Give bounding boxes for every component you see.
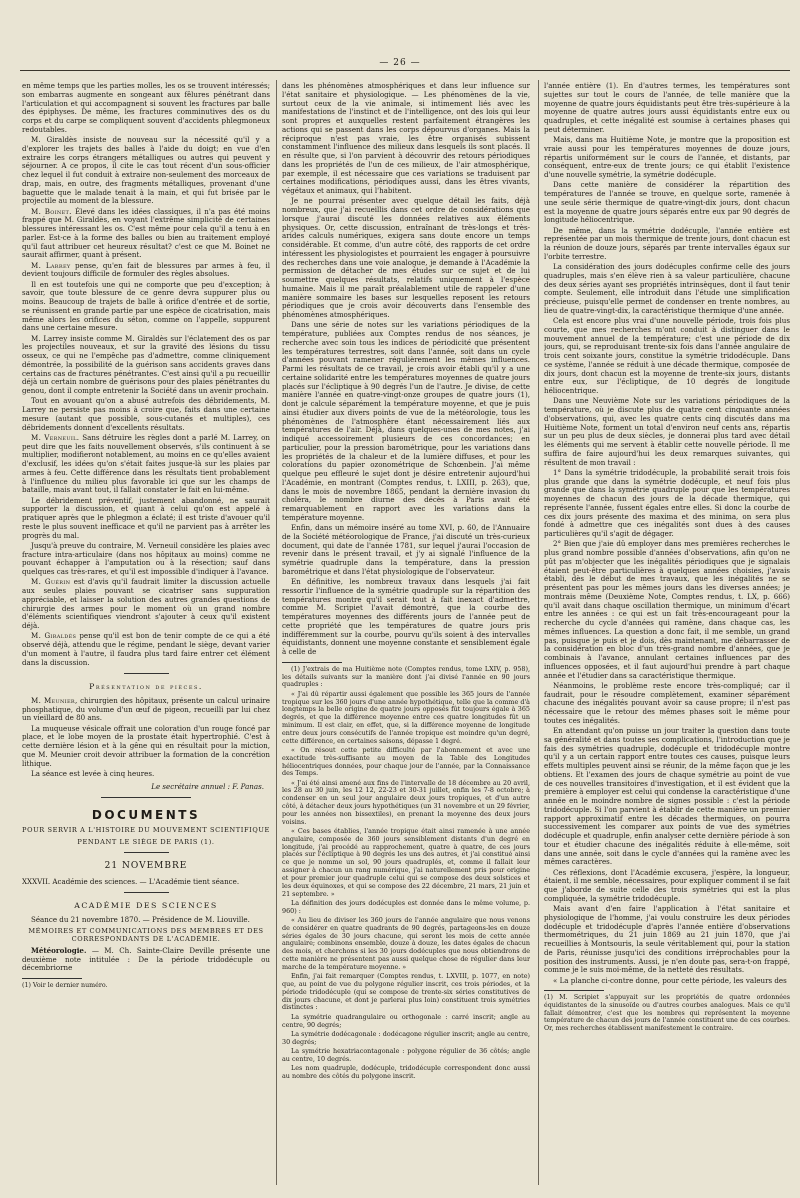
- paragraph-text: Sans détruire les règles dont a parlé M. Larrey, on peut dire que les faits nouvellement observés, s'ils continuent à se multiplier, modifieront notablement, au moins en ce qu'elles avaient d'exclusif, les idées qu'on s'était faites jusque-là sur les plaies par armes à feu. Cette différence dans les résultats tient probablement à l'influence du milieu plus favorable ici que sur les champs de bataille, mais avant tout, il fallait constater le fait en lui-même.: [22, 432, 270, 495]
- paragraph: M. Giraldès insiste de nouveau sur la nécessité qu'il y a d'explorer les trajets des balles à l'aide du doigt; en vue d'en extraire les corps étrangers métalliques ou autres qui peuvent y séjourner. A ce propos, il cite le cas tout récent d'un sous-officier chez lequel il fut conduit à extraire non-seulement des morceaux de drap, mais, en outre, des fragments métalliques, provenant d'une baguette que le malade tenait à la main, et qui fut brisée par le projectile au moment de la blessure.: [22, 135, 270, 206]
- paragraph: XXXVII. Académie des sciences. — L'Académie tient séance.: [22, 876, 240, 886]
- section-subheading: MÉMOIRES ET COMMUNICATIONS DES MEMBRES ET DES CORRESPONDANTS DE L'ACADÉMIE.: [28, 926, 264, 943]
- separator: [124, 892, 169, 893]
- paragraph: Dans cette manière de considérer la répartition des températures de l'année se trouve, en quelque sorte, ramenée à une seule série thermique de quatre-vingt-dix jours, dont chacun est la moyenne de quatre jours séparés entre eux par 90 degrés de longitude héliocentrique.: [544, 180, 790, 225]
- footnote: (1) M. Scripiet s'appuyait sur les propriétés de quatre ordonnées équidistantes de la sinusoïde ou d'autres courbes analogues. Mais ce qu'il fallait démontrer, c'est que les nombres qui représentent la moyenne température de chacun des jours de l'année constituent une de ces courbes. Or, mes recherches établissent manifestement le contraire.: [544, 994, 790, 1032]
- paragraph: Dans une série de notes sur les variations périodiques de la température, publiées aux Comptes rendus de nos séances, je recherche avec soin tous les indices de périodicité que présentent les températures terrestres, soit dans l'année, soit dans un cycle d'années pouvant ramener régulièrement les mêmes influences. Parmi les résultats de ce travail, je crois avoir établi qu'il y a une certaine solidarité entre les températures moyennes de quatre jours placés sur l'écliptique à 90 degrés l'un de l'autre. Je divise, de cette manière l'année en quatre-vingt-onze groupes de quatre jours (1), dont je calcule séparément la température moyenne, et que je puis ainsi étudier aux divers points de vue de la météorologie, tous les phénomènes de l'atmosphère étant nécessairement liés aux températures de l'air. Déjà, dans quelques-unes de mes notes, j'ai indiqué accessoirement plusieurs de ces concordances; en particulier, pour la pression barométrique, pour les variations dans les propriétés de la chaleur et de la lumière diffuses, et pour les colorations du papier ozonométrique de Schœnbein. J'ai même quelque peu effleuré le sujet dont je désire entretenir aujourd'hui l'Académie, en montrant (Comptes rendus, t. LXIII, p. 263), que, dans le mois de novembre 1865, pendant la dernière invasion du choléra, le nombre diurne des décès à Paris avait été remarquablement en rapport avec les variations dans la température moyenne.: [282, 320, 530, 522]
- footnote: « Au lieu de diviser les 360 jours de l'année angulaire que nous venons de considérer en quatre quadrants de 90 degrés, partageons-les en douze séries égales de 30 jours chacune, qui seront les mois de cette année angulaire; combinons ensemble, douze à douze, les dates égales de chacun des mois, et cherchons si les 30 jours dodécuples que nous obtiendrons de cette manière ne présentent pas aussi quelque chose de régulier dans leur marche de la température moyenne. »: [282, 915, 530, 971]
- footnote: Enfin, j'ai fait remarquer (Comptes rendus, t. LXVIII, p. 1077, en note) que, au point de vue du polygone régulier inscrit, ces trois périodes, et la période tridodécuple (qui se compose de trente-six séries constitutives de dix jours chacune, et dont je parlerai plus loin) constituent trois symétries distinctes :: [282, 972, 530, 1012]
- speaker-name: M. Giraldès: [31, 631, 77, 641]
- footnote-rule: [282, 662, 342, 663]
- speaker-name: M. Guérin: [31, 577, 71, 587]
- footnote: La symétrie hexatriacontagonale : polygone régulier de 36 côtés; angle au centre, 10 degrés.: [282, 1046, 530, 1063]
- paragraph: Jusqu'à preuve du contraire, M. Verneuil considère les plaies avec fracture intra-articulaire (dans nos hôpitaux au moins) comme ne pouvant échapper à l'amputation ou à la résection; sauf dans quelques cas très-rares, et qu'il est impossible d'indiquer à l'avance.: [22, 540, 270, 576]
- column-rule-right: [538, 80, 539, 1185]
- column-3: [544, 82, 790, 1182]
- paragraph: Je ne pourrai présenter avec quelque détail les faits, déjà nombreux, que j'ai recueillis dans cet ordre de considérations que lorsque j'aurai discuté les données relatives aux éléments physiques. Or, cette discussion, entraînant de très-longs et très-arides calculs numériques, exigera sans doute encore un temps considérable. Et comme, d'un autre côté, des rapports de cet ordre intéressent les physiologistes et pourraient les engager à poursuivre des recherches dans une voie analogue, je demande à l'Académie la permission de détacher de mes études sur ce sujet et de lui soumettre quelques résultats, relatifs uniquement à l'espèce humaine. Mais il me paraît préalablement utile de rappeler d'une manière sommaire les bases sur lesquelles reposent les retours périodiques que je crois avoir découverts dans l'ensemble des phénomènes atmosphériques.: [282, 196, 530, 319]
- paragraph: [22, 262, 270, 280]
- paragraph-text: est d'avis qu'il faudrait limiter la discussion actuelle aux seules plaies pouvant se cicatriser sans suppuration appréciable, et laisser la solution des autres grandes questions de chirurgie des armes pour le moment où un grand nombre d'éléments scientifiques viendront s'ajouter à ceux qu'il existent déjà.: [22, 577, 270, 630]
- paragraph: [22, 947, 270, 973]
- speaker-name: M. Boinet.: [31, 206, 72, 216]
- paragraph: [22, 632, 270, 667]
- paragraph-text: pense qu'il est bon de tenir compte de ce qui a été observé déjà, attendu que le régime, pendant le siège, devant varier d'un moment à l'autre, il faudra plus tard faire entrer cet élément dans la discussion.: [22, 631, 270, 667]
- paragraph: Il en est toutefois une qui ne comporte que peu d'exception; à savoir, que toute blessure de ce genre devra suppurer plus ou moins. Beaucoup de trajets de balle à orifice d'entrée et de sortie, se réunissent en grande partie par une espèce de cicatrisation, mais même alors les orifices du séton, comme on l'appelle, suppurent dans une certaine mesure.: [22, 279, 270, 333]
- paragraph: Mais avant d'en faire l'application à l'état sanitaire et physiologique de l'homme, j'ai voulu construire les deux périodes dodécuple et tridodécuple d'après l'année entière d'observations thermométriques, du 21 juin 1869 au 21 juin 1870, que j'ai recueillies à Montsouris, la seule véritablement qui, pour la station de Paris, réunisse jusqu'ici des conditions irréprochables pour la position des instruments. Aussi, je n'en doute pas, sera-t-on frappé, comme je le suis moi-même, de la netteté des résultats.: [544, 904, 790, 975]
- date-heading: 21 NOVEMBRE: [104, 861, 188, 872]
- footnote: (1) J'extrais de ma Huitième note (Comptes rendus, tome LXIV, p. 958), les détails suivants sur la manière dont j'ai divisé l'année en 90 jours quadruples :: [282, 664, 530, 689]
- paragraph-text: — M. Ch. Sainte-Claire Deville présente une deuxième note intitulée : De la période tridodécuple ou décembriorne: [22, 945, 270, 973]
- footnote: La symétrie dodécagonale : dodécagone régulier inscrit; angle au centre, 30 degrés;: [282, 1029, 530, 1046]
- footnote: (1) Voir le dernier numéro.: [22, 982, 108, 990]
- column-rule-left: [276, 80, 277, 1185]
- separator: [124, 673, 169, 674]
- paragraph-text: chirurgien des hôpitaux, présente un calcul urinaire phosphatique, du volume d'un œuf de pigeon, recueilli par lui chez un vieillard de 80 ans.: [22, 695, 270, 723]
- paragraph: Néanmoins, le problème reste encore très-compliqué; car il faudrait, pour le résoudre complètement, examiner séparément chacune des inégalités pouvant avoir sa cause propre; il n'est pas nécessaire que le retour des mêmes phases soit le même pour toutes ces inégalités.: [544, 680, 790, 725]
- paragraph: La muqueuse vésicale offrait une coloration d'un rouge foncé par place, et le lobe moyen de la prostate était hypertrophié. C'est à cette dernière lésion et à la gêne qui en résultait pour la miction, que M. Meunier croit devoir attribuer la formation de la concrétion lithique.: [22, 723, 270, 768]
- footnote-rule: [22, 978, 82, 979]
- paragraph: Ces réflexions, dont l'Académie excusera, j'espère, la longueur, étaient, il me semble, nécessaires, pour expliquer comment il se fait que j'aborde de suite celle des trois symétries qui est la plus compliquée, la symétrie tridodécuple.: [544, 867, 790, 903]
- paragraph: Dans une Neuvième Note sur les variations périodiques de la température, où je discute plus de quatre cent cinquante années d'observations, qui, avec les quatre cents cinq discutés dans ma Huitième Note, forment un total d'environ neuf cents ans, répartis sur un peu plus de deux siècles, je donnerai plus tard avec détail les éléments qui me servent à établir cette nouvelle période. Il me suffira de faire aujourd'hui les deux remarques suivantes, qui résultent de mon travail :: [544, 396, 790, 467]
- paragraph: en même temps que les parties molles, les os se trouvent intéressés; son embarras augmente en songeant aux fêlures pénétrant dans l'articulation et qui accompagnent si souvent les fractures par balle des épiphyses. De même, les fractures comminutives des os du corps et du carpe se compliquent souvent d'accidents phlegmoneux redoutables.: [22, 82, 270, 134]
- paragraph: Mais, dans ma Huitième Note, je montre que la proposition est vraie aussi pour les températures moyennes de douze jours, répartis uniformément sur le cours de l'année, et distants, par conséquent, entre-eux de trente jours; ce qui établit l'existence d'une nouvelle symétrie, la symétrie dodécuple.: [544, 135, 790, 179]
- footnote: « Ces bases établies, l'année tropique était ainsi ramenée à une année angulaire, composée de 360 jours sensiblement distants d'un degré en longitude, j'ai procédé au rapprochement, quatre à quatre, de ces jours placés sur l'écliptique à 90 degrés les uns des autres, et j'ai constitué ainsi ce que je nomme un sol, 90 jours quadruplés, et, comme il fallait leur assigner à chacun un rang numérique, j'ai naturellement pris pour origine et pour premier jour quadruple celui qui se compose des deux solstices et les deux équinoxes, et qui se compose des 22 décembre, 21 mars, 21 juin et 21 septembre. »: [282, 827, 530, 898]
- column-1: [22, 82, 270, 1182]
- section-heading: ACADÉMIE DES SCIENCES: [74, 901, 218, 911]
- paragraph: Cela est encore plus vrai d'une nouvelle période, trois fois plus courte, que mes recherches m'ont conduit à distinguer dans le mouvement annuel de la température; c'est une période de dix jours, qui, se reproduisant trente-six fois dans l'année angulaire de trois cent soixante jours, constitue la symétrie tridodécuple. Dans ce système, l'année se réduit à une décade thermique, composée de dix jours, dont chacun est la moyenne de trente-six jours, distants entre eux, sur l'écliptique, de 10 degrés de longitude héliocentrique.: [544, 316, 790, 395]
- paragraph: Séance du 21 novembre 1870. — Présidence de M. Liouville.: [31, 914, 250, 924]
- page-number: — 26 —: [379, 58, 421, 68]
- footnote: « On résout cette petite difficulté par l'abonnement et avec une exactitude très-suffisante au moyen de la Table des Longitudes héliocentriques données, pour chaque jour de l'année, par la Connaissance des Temps.: [282, 745, 530, 778]
- section-title: Météorologie.: [31, 945, 87, 955]
- documents-subheading: POUR SERVIR A L'HISTOIRE DU MOUVEMENT SCIENTIFIQUE: [22, 826, 270, 835]
- footnote: La définition des jours dodécuples est donnée dans le même volume, p. 960) :: [282, 898, 530, 915]
- documents-heading: DOCUMENTS: [91, 808, 201, 823]
- paragraph: [22, 697, 270, 723]
- speaker-name: M. Larrey: [31, 260, 71, 270]
- column-2: [282, 82, 530, 1182]
- paragraph: M. Larrey insiste comme M. Giraldès sur l'éclatement des os par les projectiles nouveaux, et sur la gravité des lésions du tissu osseux, ce qui ne l'empêche pas d'admettre, comme cliniquement démontrée, la possibilité de la guérison sans accidents graves dans certains cas de fractures pénétrantes. C'est ainsi qu'il a pu recueillir déjà un certain nombre de guérisons pour des plaies pénétrantes du genou, dont il compte entretenir la Société dans un avenir prochain.: [22, 333, 270, 395]
- paragraph: De même, dans la symétrie dodécuple, l'année entière est représentée par un mois thermique de trente jours, dont chacun est la réunion de douze jours, séparés par trente intervalles égaux sur l'orbite terrestre.: [544, 225, 790, 261]
- paragraph: [22, 578, 270, 631]
- footnote: « J'ai dû répartir aussi également que possible les 365 jours de l'année tropique sur les 360 jours d'une année hypothétique, telle que la comme d'à longtemps la belle origine de quatre jours opposés fût toujours égale à 365 degrés, et que la différence moyenne entre ces quatre longitudes fût un minimum. Il est clair, en effet, que, si la différence moyenne de longitude entre deux jours consécutifs de l'année tropique est moindre qu'un degré, cette différence, en certaines saisons, dépasse 1 degré.: [282, 689, 530, 745]
- paragraph: l'année entière (1). En d'autres termes, les températures sont sujettes sur tout le cours de l'année, de telle manière que la moyenne de quatre jours équidistants peut être très-supérieure à la moyenne de quatre autres jours aussi équidistants entre eux ou quadruples, et cette inégalité est soumise à certaines phases qui peut déterminer.: [544, 82, 790, 134]
- paragraph-text: Élevé dans les idées classiques, il n'a pas été moins frappé que M. Giraldès, en voyant l'extrême simplicité de certaines blessures intéressant les os. C'est même pour cela qu'il a tenu à en parler. Est-ce à la forme des balles ou bien au traitement employé qu'il faut attribuer cet heureux résultat? c'est ce que M. Boinet ne saurait affirmer, quant à présent.: [22, 206, 270, 260]
- speaker-name: M. Meunier,: [31, 695, 78, 705]
- footnote: « J'ai été ainsi amené aux fins de l'intervalle de 18 décembre au 20 avril, les 28 au 30 juin, les 12 12, 22-23 et 30-31 juillet, enfin les 7-8 octobre; à condenser en un seul jour angulaire deux jours tropiques, et d'un autre côté, à détacher deux jours hypothétiques (un 31 novembre et un 29 février, pour les années non bissextiles), en prenant la moyenne des deux jours voisins.: [282, 778, 530, 826]
- separator: [101, 797, 191, 798]
- footnote: La symétrie quadrangulaire ou orthogonale : carré inscrit; angle au centre, 90 degrés;: [282, 1012, 530, 1029]
- paragraph: La séance est levée à cinq heures.: [31, 768, 155, 778]
- header-rule: [20, 70, 790, 71]
- paragraph: Enfin, dans un mémoire inséré au tome XVI, p. 60, de l'Annuaire de la Société météorologique de France, j'ai discuté un très-curieux document, qui date de l'année 1781, sur lequel j'aurai l'occasion de revenir dans le présent travail, et j'y ai signalé l'influence de la symétrie quadruple dans la température, dans la pression barométrique et dans l'état physiologique de l'observateur.: [282, 523, 530, 576]
- speaker-name: M. Verneuil.: [31, 432, 80, 442]
- paragraph-text: pense, qu'en fait de blessures par armes à feu, il devient toujours difficile de formuler des règles absolues.: [22, 260, 270, 279]
- paragraph: En définitive, les nombreux travaux dans lesquels j'ai fait ressortir l'influence de la symétrie quadruple sur la répartition des températures montre qu'il serait tout à fait inexact d'admettre, comme M. Scripiet l'avait démontré, que la courbe des températures moyennes des différents jours de l'année peut de cette propriété que les températures de quatre jours pris indifféremment sur la courbe, pourvu qu'ils soient à des intervalles équidistants, donnent une moyenne constante et sensiblement égale à celle de: [282, 577, 530, 656]
- paragraph: Le débridement préventif, justement abandonné, ne saurait supporter la discussion, et quant à celui qu'on est appelé à pratiquer après que le phlegmon a éclaté; il est triste d'avouer qu'il reste le plus souvent inefficace et qu'il ne parvient pas à arrêter les progrès du mal.: [22, 495, 270, 540]
- paragraph: La considération des jours dodécuples confirme celle des jours quadruples, mais s'en élève rien à sa valeur particulière, chacune des deux séries ayant ses propriétés intrinsèques, dont il faut tenir compte. Seulement, elle introduit dans l'étude une simplification précieuse, puisqu'elle permet de condenser en trente nombres, au lieu de quatre-vingt-dix, la caractéristique thermique d'une année.: [544, 262, 790, 315]
- documents-subheading: PENDANT LE SIÈGE DE PARIS (1).: [77, 838, 215, 847]
- paragraph: 1° Dans la symétrie tridodécuple, la probabilité serait trois fois plus grande que dans la symétrie dodécuple, et neuf fois plus grande que dans la symétrie quadruple pour que les températures moyennes de chacun des jours de la décade thermique, qui représente l'année, fussent égales entre elles. Si donc la courbe de ces dix jours présente des maxima et des minima, on sera plus fondé à admettre que ces inégalités sont dues à des causes particulières qu'il s'agit de dégager.: [544, 467, 790, 538]
- signature: Le secrétaire annuel : F. Panas.: [151, 781, 264, 791]
- separator: [124, 852, 169, 853]
- paragraph: [22, 434, 270, 495]
- paragraph: En attendant qu'on puisse un jour traiter la question dans toute sa généralité et dans toutes ses complications, l'introduction que je fais des symétries quadruple, dodécuple et tridodécuple montre qu'il y a un certain rapport entre toutes ces causes, puisque leurs effets multiples peuvent ainsi se réunir, de la même façon que je les obtiens. Et l'examen des jours de chaque symétrie au point de vue de ces nouvelles transitoires d'investigation, et il est évident que la première à employer est celui qui condense la caractéristique d'une année en le moindre nombre de signes possible : c'est la période tridodécuple. Si l'on parvient à établir de cette manière un premier rapport approximatif entre les décades thermiques, on pourra successivement les comparer aux points de vue des symétries dodécuple et quadruple, enfin analyser cette dernière période à son tour et étudier chacune des inégalités réduite à elle-même, soit dans une année, soit dans le cycle d'années qui la ramène avec les mêmes caractères.: [544, 726, 790, 867]
- footnote-block: [282, 666, 530, 1081]
- footnote: Les nom quadruple, dodécuple, tridodécuple correspondent donc aussi au nombre des côtés du polygone inscrit.: [282, 1064, 530, 1080]
- paragraph: « La planche ci-contre donne, pour cette période, les valeurs des: [553, 975, 787, 985]
- paragraph: Tout en avouant qu'on a abusé autrefois des débridements, M. Larrey ne persiste pas moins à croire que, faits dans une certaine mesure (autant que possible, sous-cutanés et multiples), ces débridements donnent d'excellents résultats.: [22, 396, 270, 432]
- paragraph: [22, 208, 270, 261]
- section-heading: Présentation de pièces.: [89, 682, 203, 692]
- paragraph: 2° Bien que j'aie dû employer dans mes premières recherches le plus grand nombre possible d'années d'observations, afin qu'on ne pût pas m'objecter que les inégalités périodiques que je signalais étaient peut-être particulières à quelques années choisies, j'avais établi, dès le début de mes travaux, que les inégalités ne se présentent pas pour les mêmes jours dans les diverses années; je montrais même (Deuxième Note, Comptes rendus, t. LX, p. 666) qu'il avait dans chaque oscillation thermique, un minimum d'écart entre les années : ce qui est un fait très-encourageant pour la recherche du cycle d'années qui ramène, dans chaque cas, les mêmes influences. La question a donc fait, il me semble, un grand pas, puisque je puis et je dois, dès maintenant, me débarrasser de la considération en bloc d'un très-grand nombre d'années, que je combinais à l'avance, annulant certaines influences par des influences opposées, et il faut aujourd'hui prendre à part chaque année et l'étudier dans sa caractéristique thermique.: [544, 539, 790, 680]
- footnote-rule: [544, 990, 604, 991]
- paragraph: dans les phénomènes atmosphériques et dans leur influence sur l'état sanitaire et physiologique. — Les phénomènes de la vie, surtout ceux de la vie animale, si intimement liés avec les manifestations de l'instinct et de l'intelligence, ont des lois qui leur sont propres et auxquelles restent parfaitement étrangères les actions qui se passent dans les corps dépourvus d'organes. Mais la réciproque n'est pas vraie, les être organisés subissent constamment l'influence des milieux dans lesquels ils sont placés. Il en résulte que, si l'on parvient à découvrir des retours périodiques dans les propriétés de l'un de ces milieux, de l'air atmosphérique, par exemple, il est nécessaire que ces variations se traduisent par certaines modifications, périodiques aussi, dans les êtres vivants, végétaux et animaux, qui l'habitent.: [282, 82, 530, 195]
